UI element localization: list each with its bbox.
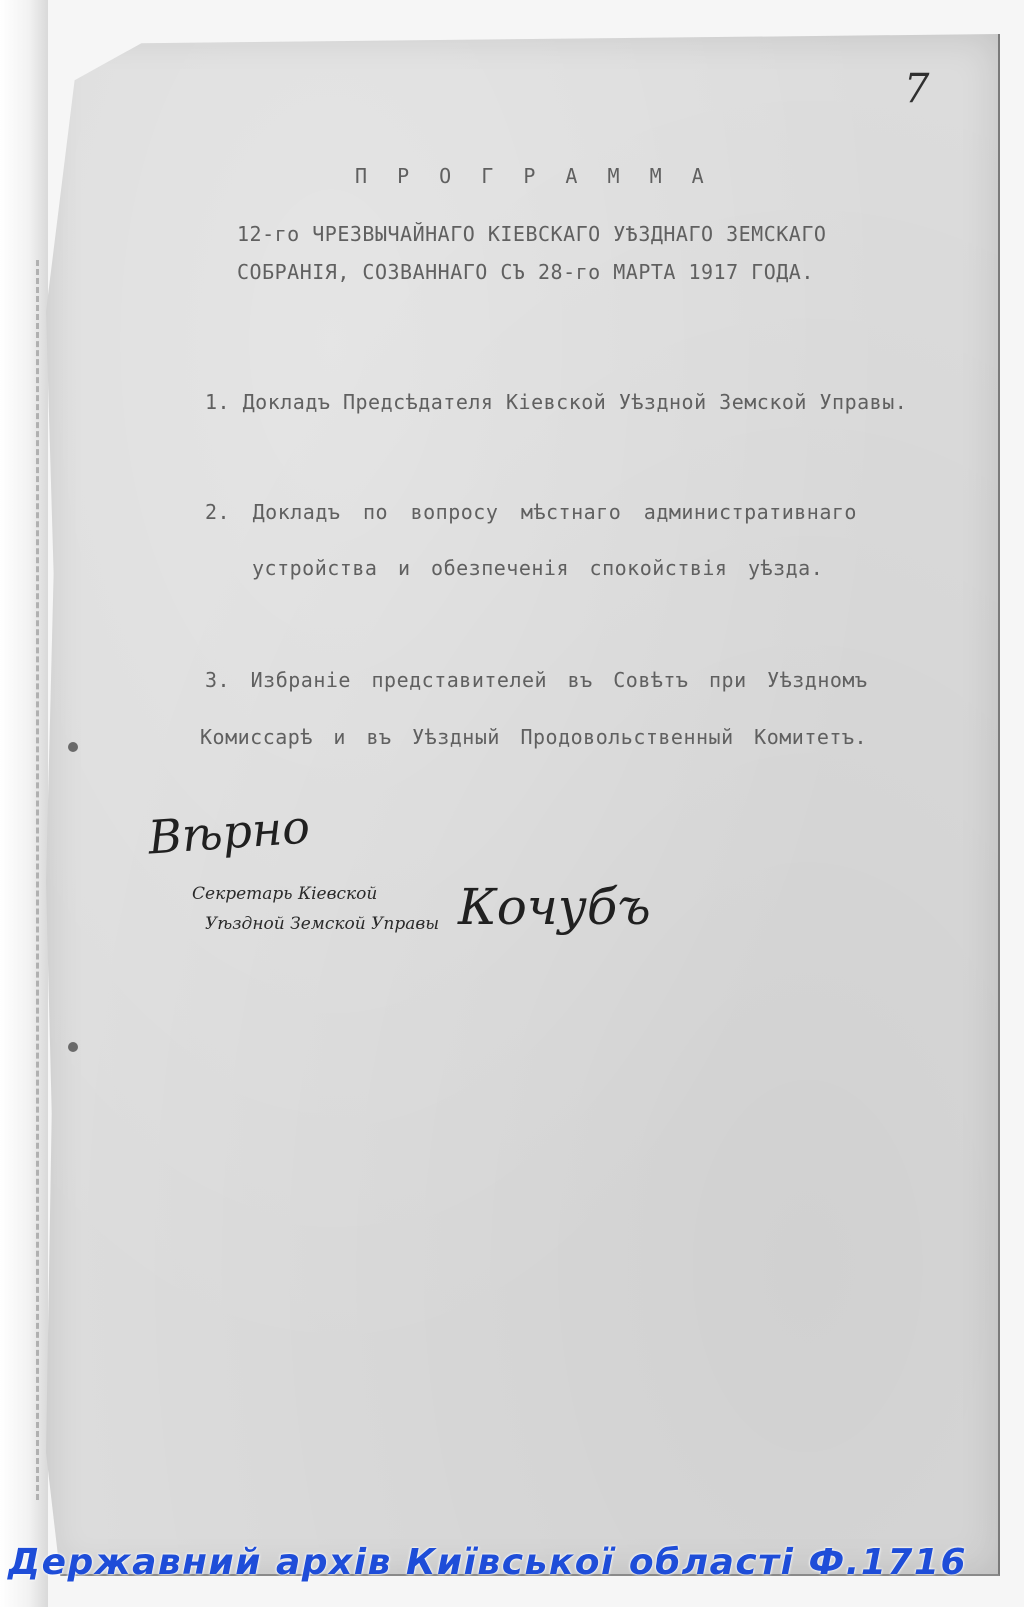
agenda-item-2-line-2: устройства и обезпеченія спокойствія уѣзда. [252,556,824,580]
secretary-signature: Кочубъ [458,878,651,936]
binding-hole [68,742,78,752]
binding-hole [68,1042,78,1052]
binding-edge [36,260,53,1500]
document-title: П Р О Г Р А М М А [355,164,713,188]
document-subtitle-line-1: 12-го ЧРЕЗВЫЧАЙНАГО КІЕВСКАГО УѢЗДНАГО ЗЕМСКАГО [237,222,827,246]
agenda-item-1: 1. Докладъ Предсѣдателя Кіевской Уѣздной Земской Управы. [205,390,908,414]
document-subtitle-line-2: СОБРАНІЯ, СОЗВАННАГО СЪ 28-го МАРТА 1917 ГОДА. [237,260,814,284]
agenda-item-3-line-2: Комиссарѣ и въ Уѣздный Продовольственный Комитетъ. [200,725,868,749]
agenda-item-3-line-1: 3. Избраніе представителей въ Совѣтъ при Уѣздномъ [205,668,868,692]
agenda-item-2-line-1: 2. Докладъ по вопросу мѣстнаго административнаго [205,500,857,524]
secretary-stamp-line-1: Секретарь Кіевской [192,884,378,904]
page-number: 7 [904,66,930,112]
archive-caption: Державний архів Київської області Ф.1716 [8,1542,968,1583]
secretary-stamp-line-2: Уѣздной Земской Управы [205,914,440,934]
certification-signature: Вѣрно [146,799,312,865]
